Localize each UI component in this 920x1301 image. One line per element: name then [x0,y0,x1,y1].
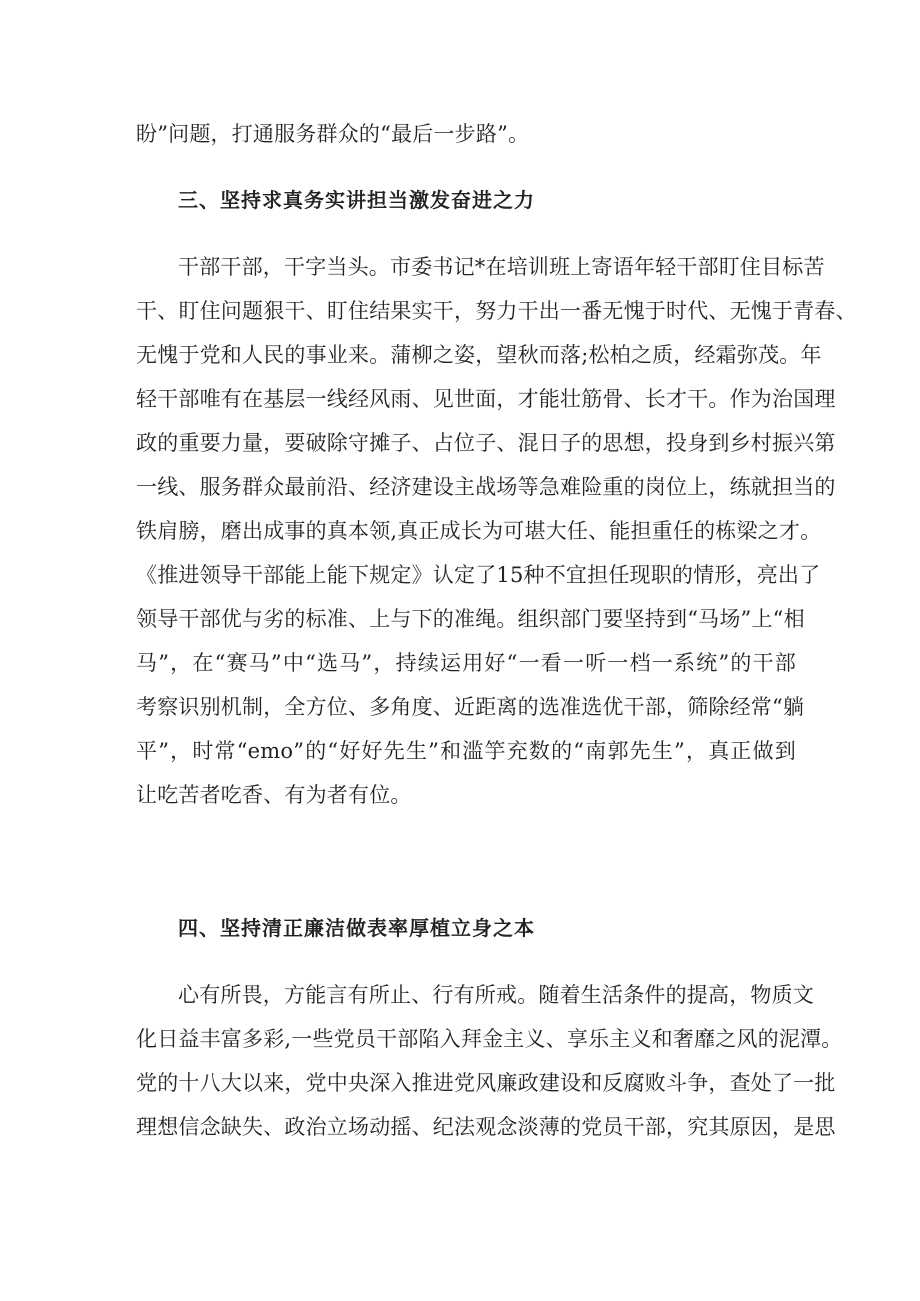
paragraph-line: 一线、服务群众最前沿、经济建设主战场等急难险重的岗位上，练就担当的 [136,475,836,499]
paragraph-line: 理想信念缺失、政治立场动摇、纪法观念淡薄的党员干部，究其原因，是思 [136,1115,836,1139]
paragraph-line: 平”，时常“emo”的“好好先生”和滥竽充数的“南郭先生”，真正做到 [136,739,796,763]
paragraph-line: 考察识别机制，全方位、多角度、近距离的选准选优干部，筛除经常“躺 [136,695,805,719]
paragraph-line: 马”，在“赛马”中“选马”，持续运用好“一看一听一档一系统”的干部 [136,651,796,675]
paragraph-line: 领导干部优与劣的标准、上与下的准绳。组织部门要坚持到“马场”上“相 [136,607,805,631]
paragraph-line: 无愧于党和人民的事业来。蒲柳之姿，望秋而落;松柏之质，经霜弥茂。年 [136,343,822,367]
paragraph-line: 干部干部，干字当头。市委书记*在培训班上寄语年轻干部盯住目标苦 [178,255,825,279]
paragraph-line: 政的重要力量，要破除守摊子、占位子、混日子的思想，投身到乡村振兴第 [136,431,836,455]
section-heading-4: 四、坚持清正廉洁做表率厚植立身之本 [178,916,535,940]
paragraph-line: 让吃苦者吃香、有为者有位。 [136,783,412,807]
paragraph-line: 轻干部唯有在基层一线经风雨、见世面，才能壮筋骨、长才干。作为治国理 [136,387,836,411]
paragraph-line: 化日益丰富多彩,一些党员干部陷入拜金主义、享乐主义和奢靡之风的泥潭。 [136,1027,843,1051]
paragraph-line: 干、盯住问题狠干、盯住结果实干，努力干出一番无愧于时代、无愧于青春、 [136,299,857,323]
paragraph-line: 《推进领导干部能上能下规定》认定了15种不宜担任现职的情形，亮出了 [136,563,821,587]
paragraph-line: 党的十八大以来，党中央深入推进党风廉政建设和反腐败斗争，查处了一批 [136,1071,836,1095]
paragraph-line: 铁肩膀，磨出成事的真本领,真正成长为可堪大任、能担重任的栋梁之才。 [136,519,822,543]
paragraph-line: 心有所畏，方能言有所止、行有所戒。随着生活条件的提高，物质文 [178,983,814,1007]
text-line: 盼”问题，打通服务群众的“最后一步路”。 [136,122,530,146]
section-heading-3: 三、坚持求真务实讲担当激发奋进之力 [178,188,535,212]
